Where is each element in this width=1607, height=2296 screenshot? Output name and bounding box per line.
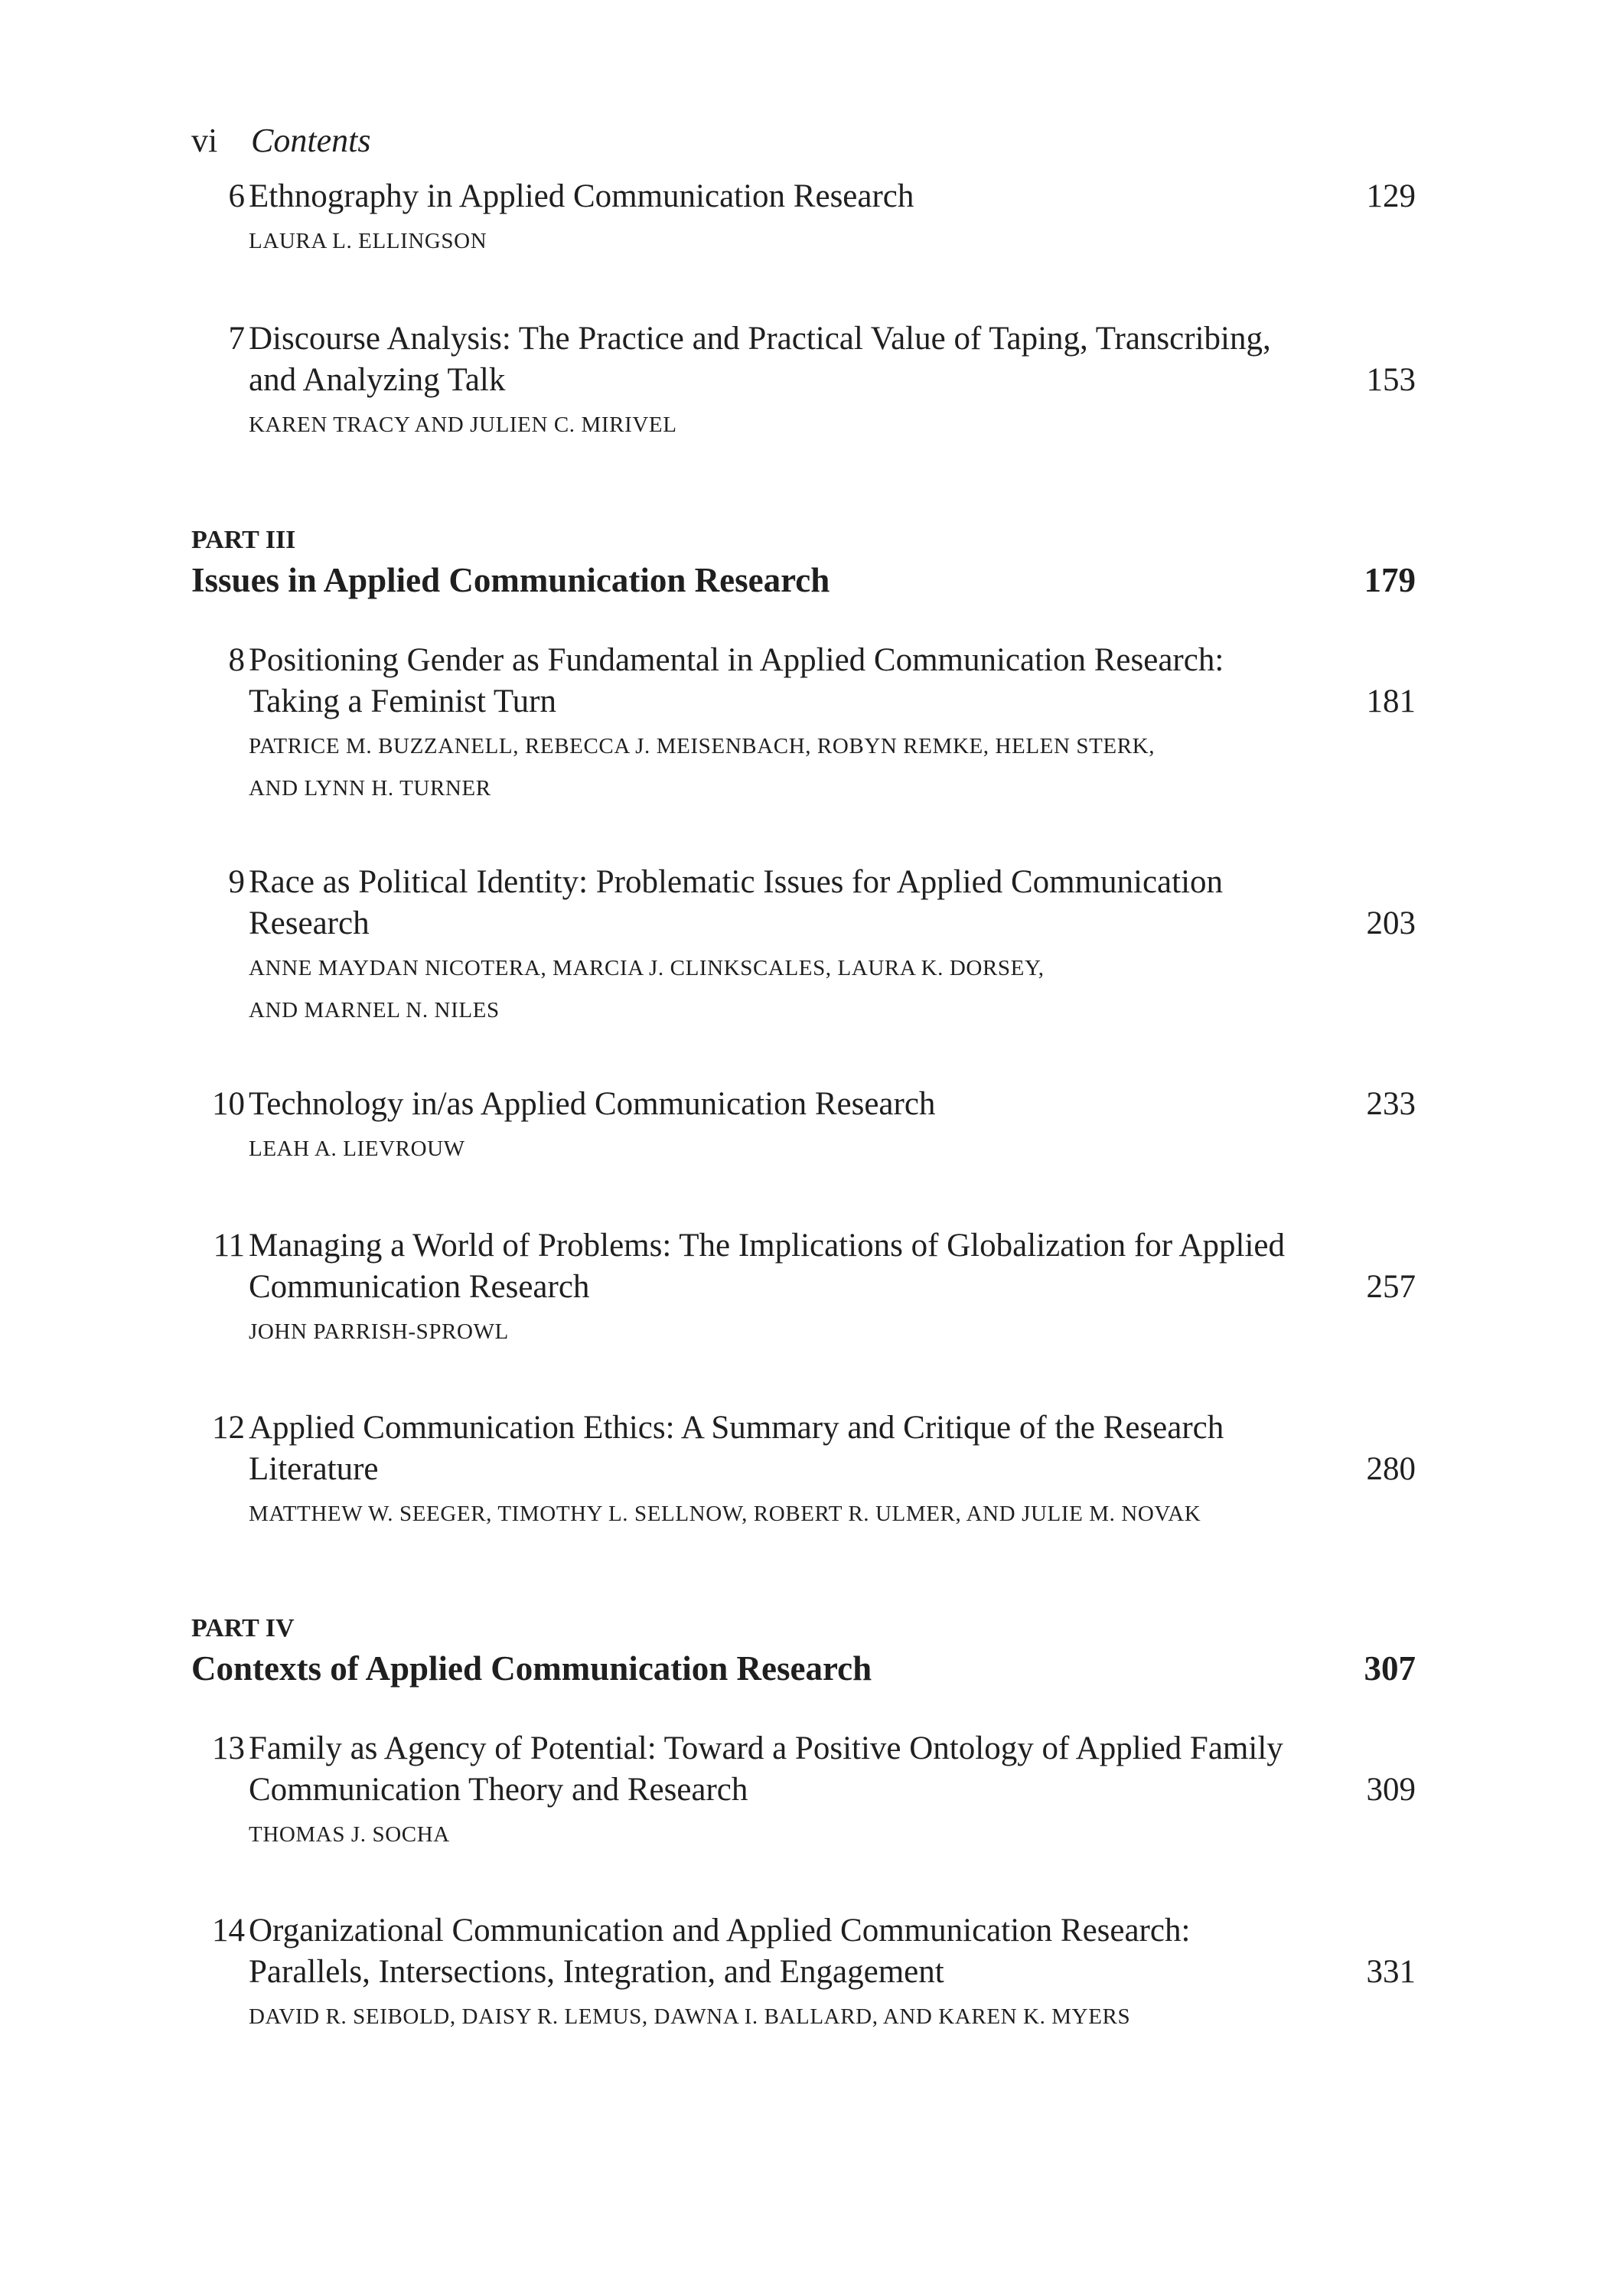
chapter-page-number: 181: [1366, 683, 1416, 719]
chapter-number: 13: [212, 1730, 245, 1766]
chapter-title-line: Organizational Communication and Applied Communication Research:: [249, 1913, 1191, 1949]
chapter-title-line: Literature 280: [249, 1449, 1416, 1490]
chapter-number: 8: [228, 642, 245, 678]
chapter-title-line: Communication Theory and Research 309: [249, 1769, 1416, 1811]
chapter-authors: JOHN PARRISH-SPROWL: [249, 1319, 509, 1344]
chapter-authors: DAVID R. SEIBOLD, DAISY R. LEMUS, DAWNA I. BALLARD, AND KAREN K. MYERS: [249, 2004, 1131, 2029]
chapter-title-line: Ethnography in Applied Communication Research 129: [249, 176, 1416, 217]
chapter-title-line: Technology in/as Applied Communication Research 233: [249, 1084, 1416, 1125]
chapter-number: 11: [213, 1228, 245, 1264]
chapter-title-line: Positioning Gender as Fundamental in Applied Communication Research:: [249, 642, 1224, 678]
chapter-title-line: Parallels, Intersections, Integration, and Engagement 331: [249, 1952, 1416, 1993]
chapter-number: 12: [212, 1410, 245, 1446]
chapter-title-line: Family as Agency of Potential: Toward a Positive Ontology of Applied Family: [249, 1730, 1283, 1766]
chapter-title-line: and Analyzing Talk 153: [249, 360, 1416, 401]
chapter-title-line: Taking a Feminist Turn 181: [249, 681, 1416, 722]
page-folio: vi: [191, 122, 218, 159]
chapter-title-line: Race as Political Identity: Problematic Issues for Applied Communication: [249, 864, 1224, 900]
running-title: Contents: [251, 122, 371, 159]
chapter-number: 7: [228, 321, 245, 357]
chapter-number: 9: [228, 864, 245, 900]
part-heading-iv[interactable]: [191, 1612, 1416, 1691]
part-page-number: 307: [1364, 1649, 1416, 1688]
part-heading-iii[interactable]: [191, 523, 1416, 603]
chapter-authors: THOMAS J. SOCHA: [249, 1822, 450, 1847]
chapter-page-number: 331: [1366, 1954, 1416, 1990]
chapter-authors: MATTHEW W. SEEGER, TIMOTHY L. SELLNOW, ROBERT R. ULMER, AND JULIE M. NOVAK: [249, 1502, 1201, 1526]
chapter-title-line: Research 203: [249, 903, 1416, 944]
chapter-authors: LAURA L. ELLINGSON: [249, 229, 487, 253]
chapter-page-number: 280: [1366, 1451, 1416, 1487]
part-label: PART IV: [191, 1614, 295, 1642]
chapter-authors: PATRICE M. BUZZANELL, REBECCA J. MEISENBACH, ROBYN REMKE, HELEN STERK, AND LYNN H. TURNER: [249, 734, 1156, 801]
chapter-authors: LEAH A. LIEVROUW: [249, 1137, 465, 1161]
chapter-page-number: 203: [1366, 905, 1416, 941]
chapter-authors: ANNE MAYDAN NICOTERA, MARCIA J. CLINKSCALES, LAURA K. DORSEY, AND MARNEL N. NILES: [249, 956, 1045, 1022]
chapter-title-line: Applied Communication Ethics: A Summary and Critique of the Research: [249, 1410, 1224, 1446]
chapter-number: 6: [228, 178, 245, 214]
running-header: [191, 119, 370, 162]
part-page-number: 179: [1364, 561, 1416, 599]
part-title: Contexts of Applied Communication Research 307: [191, 1645, 1416, 1691]
chapter-title-line: Communication Research 257: [249, 1267, 1416, 1308]
chapter-number: 14: [212, 1913, 245, 1949]
chapter-page-number: 309: [1366, 1772, 1416, 1808]
chapter-title-line: Discourse Analysis: The Practice and Practical Value of Taping, Transcribing,: [249, 321, 1271, 357]
chapter-page-number: 129: [1366, 178, 1416, 214]
chapter-page-number: 257: [1366, 1269, 1416, 1305]
part-label: PART III: [191, 526, 296, 554]
chapter-page-number: 233: [1366, 1086, 1416, 1122]
chapter-page-number: 153: [1366, 362, 1416, 398]
part-title: Issues in Applied Communication Research 179: [191, 557, 1416, 603]
chapter-authors: KAREN TRACY AND JULIEN C. MIRIVEL: [249, 413, 677, 437]
chapter-number: 10: [212, 1086, 245, 1122]
chapter-title-line: Managing a World of Problems: The Implications of Globalization for Applied: [249, 1228, 1285, 1264]
